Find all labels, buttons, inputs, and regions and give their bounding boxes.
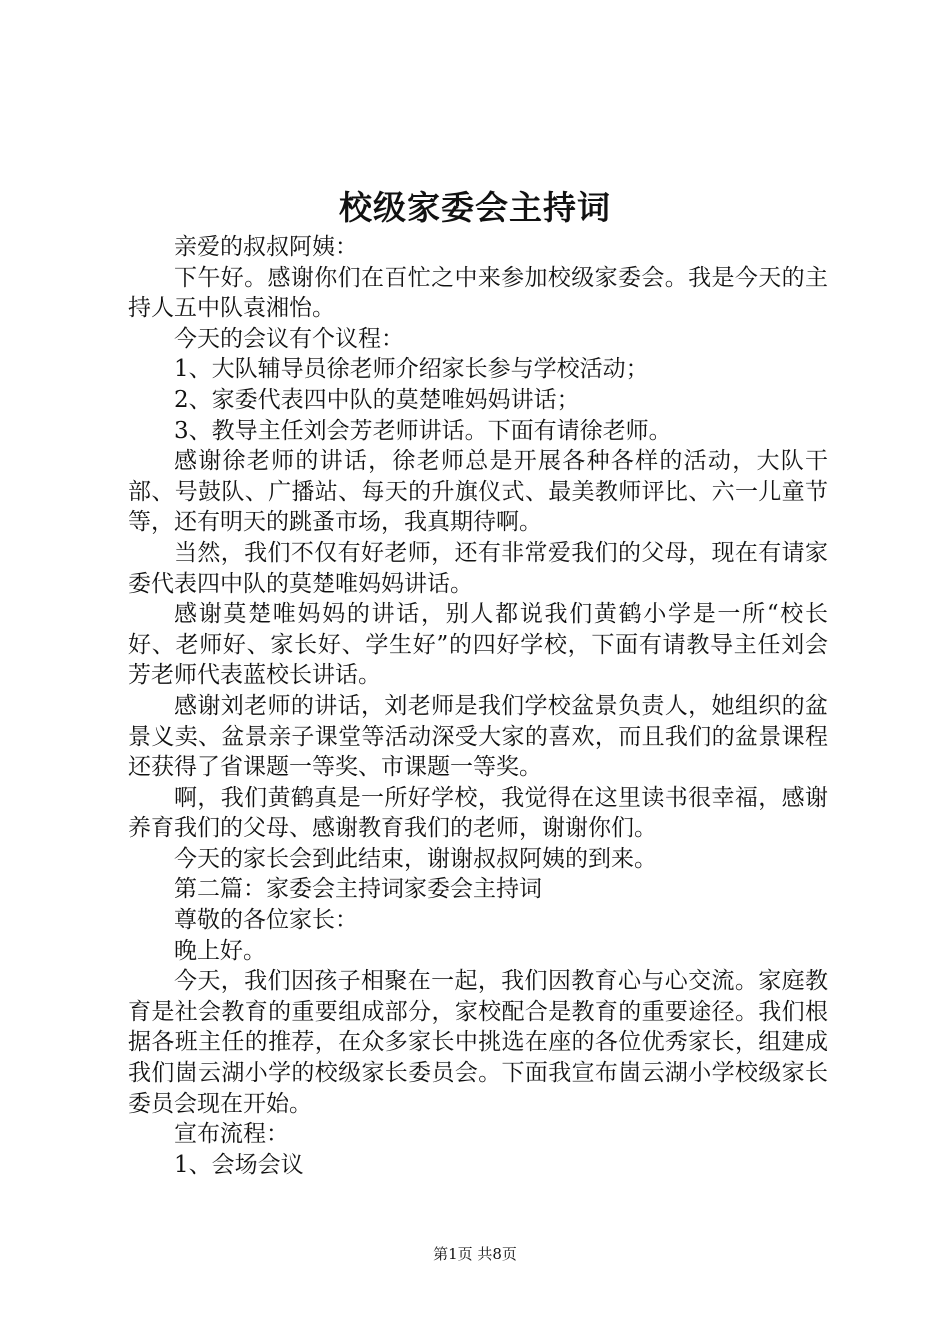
paragraph: 感谢徐老师的讲话，徐老师总是开展各种各样的活动，大队干部、号鼓队、广播站、每天的升旗仪式、最美教师评比、六一儿童节等，还有明天的跳蚤市场，我真期待啊。 — [128, 448, 828, 536]
paragraph: 3、教导主任刘会芳老师讲话。下面有请徐老师。 — [174, 417, 672, 444]
paragraph: 当然，我们不仅有好老师，还有非常爱我们的父母，现在有请家委代表四中队的莫楚唯妈妈讲话。 — [128, 539, 828, 597]
document-body — [128, 232, 828, 1180]
paragraph: 下午好。感谢你们在百忙之中来参加校级家委会。我是今天的主持人五中队袁湘怡。 — [128, 264, 828, 322]
document-title: 校级家委会主持词 — [339, 188, 611, 227]
paragraph: 感谢刘老师的讲话，刘老师是我们学校盆景负责人，她组织的盆景义卖、盆景亲子课堂等活动深受大家的喜欢，而且我们的盆景课程还获得了省课题一等奖、市课题一等奖。 — [128, 692, 828, 781]
paragraph: 晚上好。 — [174, 937, 266, 964]
paragraph: 啊，我们黄鹤真是一所好学校，我觉得在这里读书很幸福，感谢养育我们的父母、感谢教育我们的老师，谢谢你们。 — [128, 784, 828, 842]
section-heading: 第二篇：家委会主持词家委会主持词 — [174, 876, 542, 903]
paragraph: 今天的会议有个议程： — [174, 325, 404, 352]
paragraph: 2、家委代表四中队的莫楚唯妈妈讲话； — [174, 386, 580, 413]
paragraph: 感谢莫楚唯妈妈的讲话，别人都说我们黄鹤小学是一所“校长好、老师好、家长好、学生好”的四好学校，下面有请教导主任刘会芳老师代表蓝校长讲话。 — [128, 601, 828, 689]
paragraph: 宣布流程： — [174, 1121, 289, 1148]
paragraph: 1、大队辅导员徐老师介绍家长参与学校活动； — [174, 356, 649, 383]
paragraph: 亲爱的叔叔阿姨： — [174, 234, 358, 260]
paragraph: 今天的家长会到此结束，谢谢叔叔阿姨的到来。 — [174, 845, 657, 872]
paragraph: 今天，我们因孩子相聚在一起，我们因教育心与心交流。家庭教育是社会教育的重要组成部分，家校配合是教育的重要途径。我们根据各班主任的推荐，在众多家长中挑选在座的各位优秀家长，组建成我们崮云湖小学的校级家长委员会。下面我宣布崮云湖小学校级家长委员会现在开始。 — [128, 968, 828, 1117]
paragraph: 1、会场会议 — [174, 1151, 304, 1178]
page-number-footer: 第1页 共8页 — [433, 1245, 517, 1263]
paragraph: 尊敬的各位家长： — [174, 907, 358, 934]
